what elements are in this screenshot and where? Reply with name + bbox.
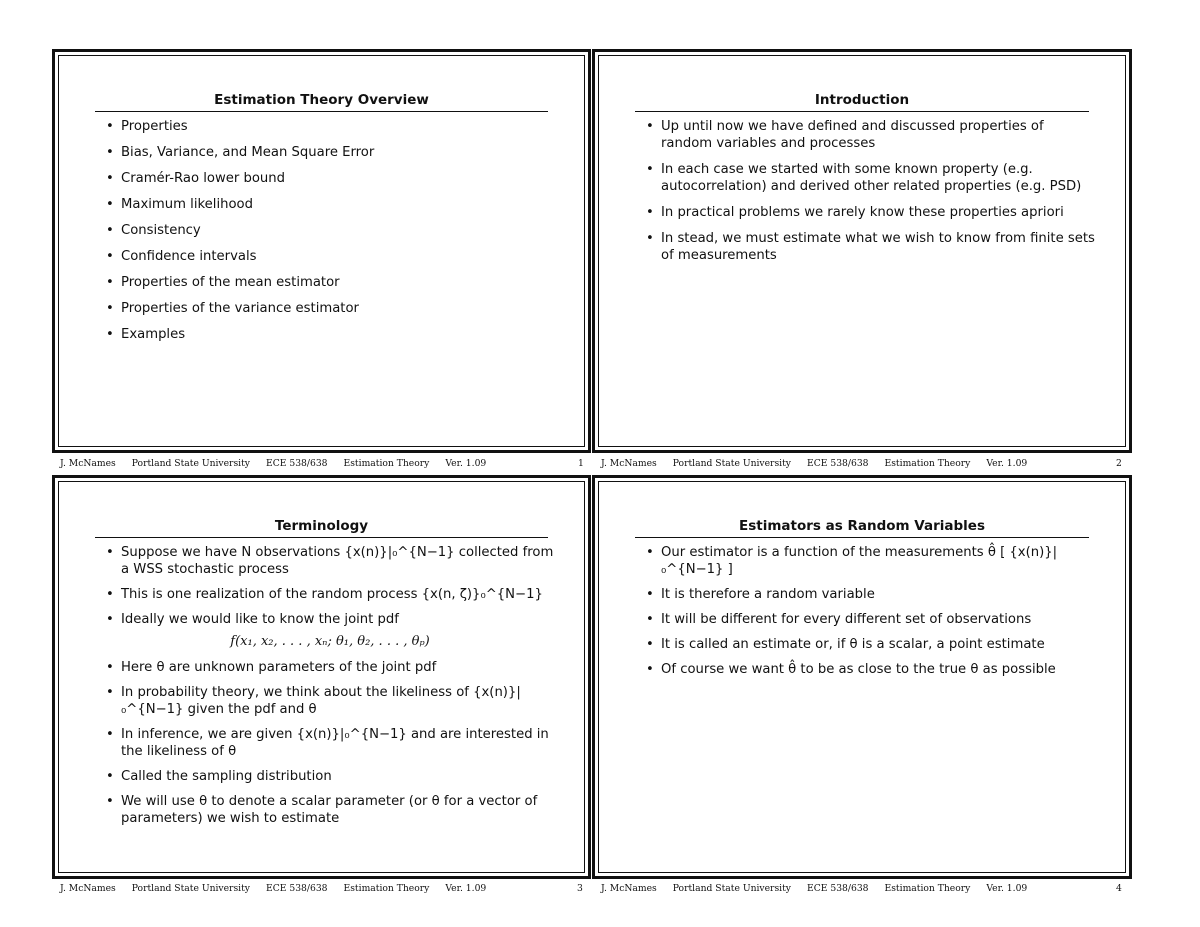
- list-item: • Properties: [106, 118, 554, 135]
- slide-1: [52, 49, 591, 453]
- slide-title: Estimation Theory Overview: [95, 92, 548, 112]
- page-number: 1: [578, 458, 584, 469]
- list-item: • Confidence intervals: [106, 248, 554, 265]
- list-item: • In inference, we are given {x(n)}|₀^{N−1} and are interested in the likeliness of θ: [106, 726, 554, 760]
- list-item: • Our estimator is a function of the measurements θ̂ [ {x(n)}|₀^{N−1} ]: [646, 544, 1095, 578]
- list-item: • Suppose we have N observations {x(n)}|₀^{N−1} collected from a WSS stochastic process: [106, 544, 554, 578]
- footer-author: J. McNames: [601, 458, 657, 469]
- list-item: • It will be different for every different set of observations: [646, 611, 1095, 628]
- slide-title: Introduction: [635, 92, 1089, 112]
- footer-university: Portland State University: [131, 458, 250, 469]
- list-item: • Ideally we would like to know the joint pdf: [106, 611, 554, 628]
- page-number: 3: [577, 883, 583, 894]
- footer-topic: Estimation Theory: [884, 458, 971, 469]
- footer-version: Ver. 1.09: [445, 458, 487, 469]
- list-item: • It is called an estimate or, if θ is a scalar, a point estimate: [646, 636, 1095, 653]
- bullet-list: [106, 544, 554, 835]
- footer-version: Ver. 1.09: [445, 883, 487, 894]
- slide-2: [592, 49, 1132, 453]
- joint-pdf-equation: f(x₁, x₂, . . . , xₙ; θ₁, θ₂, . . . , θₚ): [230, 634, 430, 649]
- footer-course: ECE 538/638: [265, 458, 328, 469]
- list-item: • Consistency: [106, 222, 554, 239]
- page-number: 2: [1116, 458, 1122, 469]
- list-item: • Up until now we have defined and discussed properties of random variables and processes: [646, 118, 1095, 152]
- slide-4: [592, 475, 1132, 879]
- slide-footer: [60, 883, 502, 894]
- list-item: • In practical problems we rarely know these properties apriori: [646, 204, 1095, 221]
- footer-course: ECE 538/638: [806, 883, 869, 894]
- list-item: • Of course we want θ̂ to be as close to the true θ as possible: [646, 661, 1095, 678]
- slide-title: Terminology: [95, 518, 548, 538]
- footer-university: Portland State University: [131, 883, 250, 894]
- bullet-list: [106, 118, 554, 352]
- footer-version: Ver. 1.09: [986, 458, 1028, 469]
- list-item: • Cramér-Rao lower bound: [106, 170, 554, 187]
- page-number: 4: [1116, 883, 1122, 894]
- footer-topic: Estimation Theory: [884, 883, 971, 894]
- slide-title: Estimators as Random Variables: [635, 518, 1089, 538]
- list-item: • Examples: [106, 326, 554, 343]
- slide-footer: [601, 883, 1043, 894]
- list-item: • Here θ are unknown parameters of the joint pdf: [106, 659, 554, 676]
- list-item: • Maximum likelihood: [106, 196, 554, 213]
- list-item: • Called the sampling distribution: [106, 768, 554, 785]
- footer-topic: Estimation Theory: [343, 883, 430, 894]
- list-item: • We will use θ to denote a scalar parameter (or θ for a vector of parameters) we wish to estimate: [106, 793, 554, 827]
- footer-version: Ver. 1.09: [986, 883, 1028, 894]
- bullet-list: [646, 118, 1095, 273]
- list-item: • Properties of the variance estimator: [106, 300, 554, 317]
- footer-university: Portland State University: [672, 883, 791, 894]
- footer-topic: Estimation Theory: [343, 458, 430, 469]
- bullet-list: [646, 544, 1095, 686]
- footer-course: ECE 538/638: [806, 458, 869, 469]
- footer-university: Portland State University: [672, 458, 791, 469]
- slide-3: [52, 475, 591, 879]
- footer-author: J. McNames: [60, 883, 116, 894]
- list-item: • It is therefore a random variable: [646, 586, 1095, 603]
- list-item: • In each case we started with some known property (e.g. autocorrelation) and derived other related properties (e.g. PSD): [646, 161, 1095, 195]
- list-item: • In stead, we must estimate what we wish to know from finite sets of measurements: [646, 230, 1095, 264]
- list-item: • Bias, Variance, and Mean Square Error: [106, 144, 554, 161]
- slide-footer: [60, 458, 502, 469]
- footer-author: J. McNames: [601, 883, 657, 894]
- list-item: • Properties of the mean estimator: [106, 274, 554, 291]
- slide-footer: [601, 458, 1043, 469]
- footer-author: J. McNames: [60, 458, 116, 469]
- list-item: • In probability theory, we think about the likeliness of {x(n)}|₀^{N−1} given the pdf and θ: [106, 684, 554, 718]
- list-item: • This is one realization of the random process {x(n, ζ)}₀^{N−1}: [106, 586, 554, 603]
- footer-course: ECE 538/638: [265, 883, 328, 894]
